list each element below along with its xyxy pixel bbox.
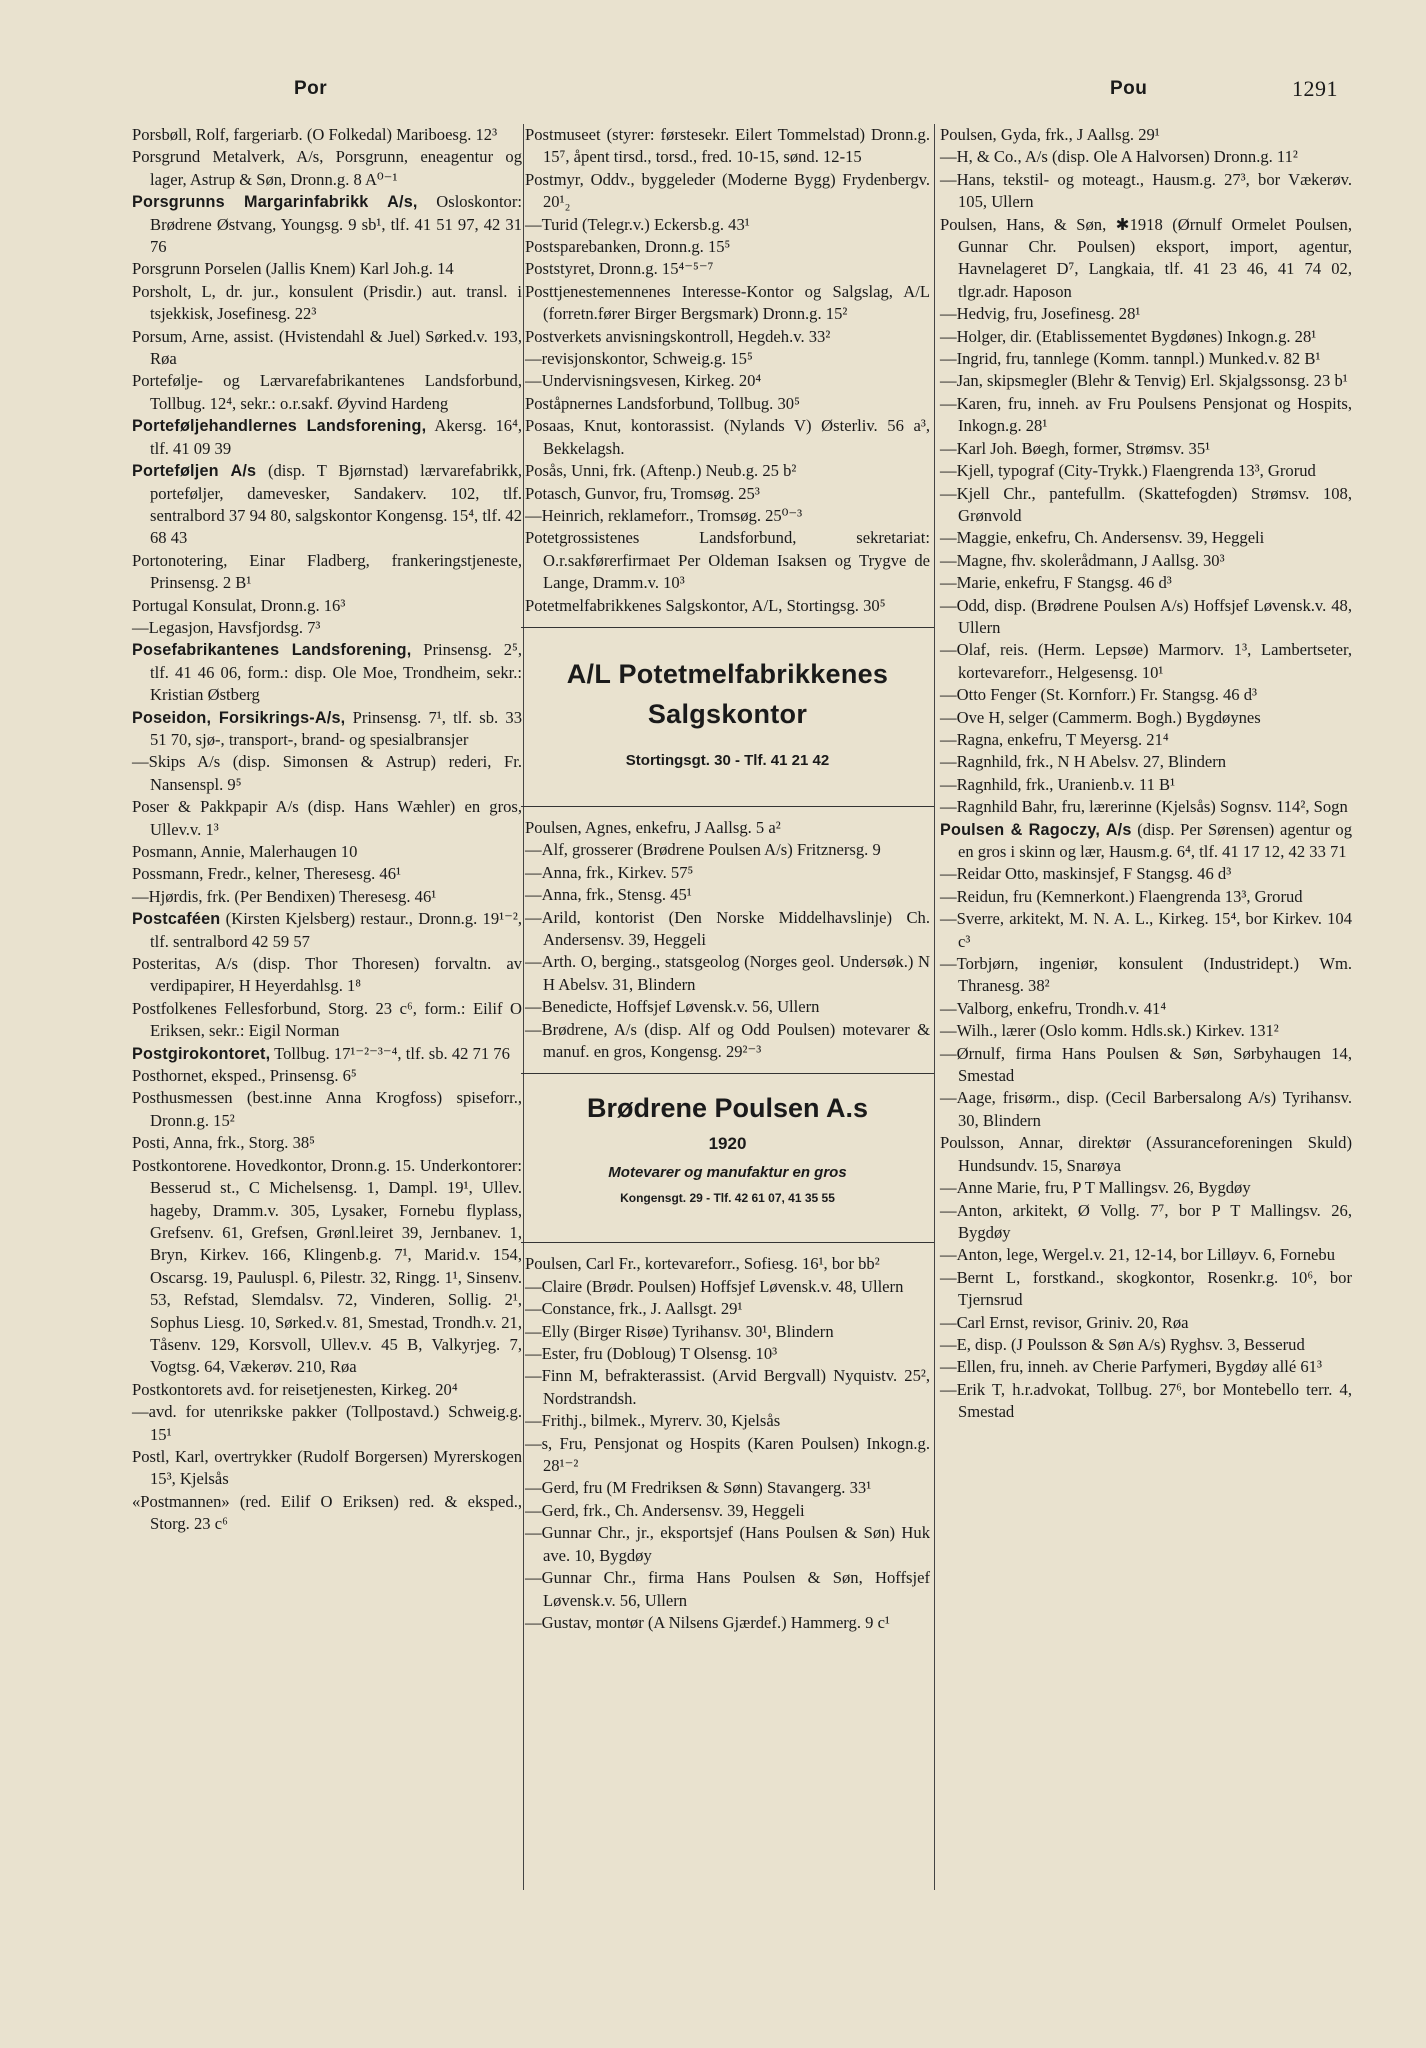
entry-text: —Gerd, fru (M Fredriksen & Sønn) Stavangerg. 33¹ — [525, 1478, 872, 1498]
entry-name-bold: Porteføljen A/s — [132, 462, 257, 481]
entry-text: —Carl Ernst, revisor, Griniv. 20, Røa — [940, 1312, 1189, 1332]
running-header-left: Por — [294, 78, 328, 99]
directory-entry — [132, 886, 522, 908]
entry-text: —Skips A/s (disp. Simonsen & Astrup) rederi, Fr. Nansenspl. 9⁵ — [132, 752, 522, 794]
directory-entry — [525, 1365, 930, 1410]
entry-text: Porsum, Arne, assist. (Hvistendahl & Juel) Sørked.v. 193, Røa — [132, 326, 522, 369]
directory-entry — [525, 214, 930, 236]
entry-text: Posmann, Annie, Malerhaugen 10 — [132, 842, 358, 861]
entry-text: Postkontorene. Hovedkontor, Dronn.g. 15. Underkontorer: Besserud st., C Michelsensg. 1, Dampl. 19¹, Ullev. hageby, Dramm.v. 305, Lysaker, Fornebu flyplass, Grefsenv. 61, Grefsen, Grønl.leiret 39, Jernbanev. 1, Bryn, Kirkev. 166, Klingenb.g. 7¹, Marid.v. 154, Oscarsg. 19, Pauluspl. 6, Pilestr. 32, Ringg. 1¹, Sinsenv. 53, Refstad, Slemdalsv. 72, Vinderen, Sollig. 2¹, Sophus Liesg. 10, Sørked.v. 81, Smestad, Trondh.v. 21, Tåsenv. 129, Korsvoll, Ullev.v. 45 B, Valkyrjeg. 7, Vogtsg. 64, Vækerøv. 210, Røa — [132, 1155, 522, 1377]
directory-entry — [525, 1343, 930, 1365]
directory-entry — [940, 684, 1352, 706]
directory-entry — [940, 1334, 1352, 1356]
directory-entry — [940, 527, 1352, 549]
entry-text: —Ørnulf, firma Hans Poulsen & Søn, Sørbyhaugen 14, Smestad — [940, 1043, 1352, 1086]
directory-entry — [940, 707, 1352, 729]
entry-text: —Frithj., bilmek., Myrerv. 30, Kjelsås — [525, 1411, 781, 1431]
entry-text: —Gustav, montør (A Nilsens Gjærdef.) Hammerg. 9 c¹ — [525, 1612, 890, 1632]
directory-entry — [525, 1500, 930, 1522]
entry-text: —Ingrid, fru, tannlege (Komm. tannpl.) Munked.v. 82 B¹ — [940, 349, 1321, 369]
ad-year: 1920 — [708, 1134, 747, 1154]
entry-name-bold: Porteføljehandlernes Landsforening, — [132, 417, 427, 436]
directory-entry — [525, 862, 930, 884]
directory-entry — [525, 415, 930, 460]
entry-text: —Holger, dir. (Etablissementet Bygdønes) Inkogn.g. 28¹ — [940, 326, 1317, 346]
directory-entry — [940, 1356, 1352, 1378]
entry-text: —avd. for utenrikske pakker (Tollpostavd.) Schweig.g. 15¹ — [132, 1402, 522, 1444]
entry-text: —Brødrene, A/s (disp. Alf og Odd Poulsen) motevarer & manuf. en gros, Kongensg. 29²⁻³ — [525, 1019, 930, 1061]
entry-text: Porsbøll, Rolf, fargeriarb. (O Folkedal) Mariboesg. 12³ — [132, 125, 498, 144]
entry-text: —Wilh., lærer (Oslo komm. Hdls.sk.) Kirkev. 131² — [940, 1021, 1279, 1041]
entry-text: —Anton, arkitekt, Ø Vollg. 7⁷, bor P T Mallingsv. 26, Bygdøy — [940, 1200, 1352, 1242]
directory-entry — [940, 348, 1352, 370]
entry-text: —Marie, enkefru, F Stangsg. 46 d³ — [940, 573, 1172, 593]
column-2-entries-top — [525, 124, 930, 617]
entry-text: Possmann, Fredr., kelner, Theresesg. 46¹ — [132, 864, 401, 884]
column-3 — [940, 124, 1352, 1424]
entry-text: Potasch, Gunvor, fru, Tromsøg. 25³ — [525, 483, 760, 503]
directory-entry — [525, 348, 930, 370]
entry-text: —Gunnar Chr., jr., eksportsjef (Hans Poulsen & Søn) Huk ave. 10, Bygdøy — [525, 1523, 930, 1565]
entry-text: Akersg. 16⁴, tlf. 41 09 39 — [150, 416, 523, 458]
entry-text: —Gerd, frk., Ch. Andersensv. 39, Heggeli — [525, 1500, 805, 1520]
column-1 — [132, 124, 522, 1536]
entry-text: Potetgrossistenes Landsforbund, sekretariat: O.r.sakførerfirmaet Per Oldeman Isaksen og Trygve de Lange, Dramm.v. 10³ — [525, 528, 930, 593]
directory-entry — [940, 572, 1352, 594]
entry-text: Posaas, Knut, kontorassist. (Nylands V) Østerliv. 56 a³, Bekkelagsh. — [525, 416, 930, 458]
entry-text: —Reidun, fru (Kemnerkont.) Flaengrenda 13³, Grorud — [940, 886, 1303, 906]
directory-entry — [525, 124, 930, 169]
directory-entry — [132, 258, 522, 280]
entry-text: —Kjell, typograf (City-Trykk.) Flaengrenda 13³, Grorud — [940, 461, 1316, 481]
directory-entry — [940, 124, 1352, 146]
entry-text: Portonotering, Einar Fladberg, frankeringstjeneste, Prinsensg. 2 B¹ — [132, 550, 522, 593]
directory-entry — [940, 1177, 1352, 1199]
directory-entry — [940, 639, 1352, 684]
entry-text: —Ragna, enkefru, T Meyersg. 21⁴ — [940, 729, 1169, 749]
directory-entry — [525, 1522, 930, 1567]
directory-entry — [132, 124, 522, 146]
entry-text: Posti, Anna, frk., Storg. 38⁵ — [132, 1133, 315, 1153]
directory-entry — [940, 169, 1352, 214]
entry-text: Poulsen, Agnes, enkefru, J Aallsg. 5 a² — [525, 817, 781, 837]
directory-entry — [525, 258, 930, 280]
directory-entry — [132, 146, 522, 191]
directory-entry — [132, 1087, 522, 1132]
entry-text: —Ester, fru (Dobloug) T Olsensg. 10³ — [525, 1344, 778, 1364]
ad-contact: Kongensgt. 29 - Tlf. 42 61 07, 41 35 55 — [620, 1191, 835, 1206]
directory-entry — [132, 998, 522, 1043]
directory-entry — [525, 236, 930, 258]
directory-entry — [940, 1244, 1352, 1266]
directory-entry — [940, 1043, 1352, 1088]
directory-entry — [940, 751, 1352, 773]
entry-name-bold: Poulsen & Ragoczy, A/s — [940, 820, 1132, 839]
ad-title-line-1: A/L Potetmelfabrikkenes — [566, 658, 889, 689]
directory-entry — [525, 1321, 930, 1343]
entry-text: —Claire (Brødr. Poulsen) Hoffsjef Løvensk.v. 48, Ullern — [525, 1276, 904, 1296]
directory-entry — [132, 617, 522, 639]
entry-text: Portefølje- og Lærvarefabrikantenes Landsforbund, Tollbug. 12⁴, sekr.: o.r.sakf. Øyvind Hardeng — [132, 371, 522, 413]
entry-text: (Kirsten Kjelsberg) restaur., Dronn.g. 19¹⁻², tlf. sentralbord 42 59 57 — [150, 909, 522, 951]
directory-entry — [132, 1065, 522, 1087]
entry-text: Postkontorets avd. for reisetjenesten, Kirkeg. 20⁴ — [132, 1379, 458, 1399]
entry-text: «Postmannen» (red. Eilif O Eriksen) red. & eksped., Storg. 23 c⁶ — [132, 1491, 522, 1534]
directory-entry — [132, 281, 522, 326]
directory-entry — [132, 908, 522, 953]
directory-entry — [525, 281, 930, 326]
entry-text: —Anna, frk., Kirkev. 57⁵ — [525, 862, 694, 882]
directory-entry — [940, 370, 1352, 392]
directory-entry — [132, 370, 522, 415]
entry-text: —Legasjon, Havsfjordsg. 7³ — [132, 617, 321, 637]
directory-entry — [132, 415, 522, 460]
entry-text: Poulsen, Hans, & Søn, ✱1918 (Ørnulf Ormelet Poulsen, Gunnar Chr. Poulsen) eksport, import, agentur, Havnelageret D⁷, Langkaia, tlf. 41 23 46, 41 74 02, tlgr.adr. Haposon — [940, 214, 1352, 301]
directory-entry — [940, 1379, 1352, 1424]
entry-text: —Olaf, reis. (Herm. Lepsøe) Marmorv. 1³, Lambertseter, kortevareforr., Helgesensg. 10¹ — [940, 640, 1352, 682]
directory-entry — [940, 1020, 1352, 1042]
column-2-entries-bottom — [525, 1253, 930, 1634]
directory-entry — [132, 1491, 522, 1536]
directory-entry — [525, 326, 930, 348]
entry-text: —Elly (Birger Risøe) Tyrihansv. 30¹, Blindern — [525, 1321, 834, 1341]
entry-name-bold: Posefabrikantenes Landsforening, — [132, 641, 412, 660]
entry-text: Posthornet, eksped., Prinsensg. 6⁵ — [132, 1066, 357, 1086]
entry-text: —Arild, kontorist (Den Norske Middelhavslinje) Ch. Andersensv. 39, Heggeli — [525, 907, 930, 949]
entry-text: Poser & Pakkpapir A/s (disp. Hans Wæhler) en gros, Ullev.v. 1³ — [132, 797, 522, 839]
directory-entry — [940, 729, 1352, 751]
entry-text: —Kjell Chr., pantefullm. (Skattefogden) Strømsv. 108, Grønvold — [940, 483, 1352, 525]
entry-text: Posttjenestemennenes Interesse-Kontor og Salgslag, A/L (forretn.fører Birger Bergsmark) Dronn.g. 15² — [525, 281, 930, 324]
directory-entry — [132, 1379, 522, 1401]
entry-text: (disp. T Bjørnstad) lærvarefabrikk, porteføljer, damevesker, Sandakerv. 102, tlf. sentralbord 37 94 80, salgskontor Kongensg. 15⁴, tlf. 42 68 43 — [150, 461, 522, 548]
directory-entry — [525, 595, 930, 617]
entry-text: —E, disp. (J Poulsson & Søn A/s) Ryghsv. 3, Besserud — [940, 1334, 1305, 1354]
entry-text: —Turid (Telegr.v.) Eckersb.g. 43¹ — [525, 214, 750, 234]
entry-text: —s, Fru, Pensjonat og Hospits (Karen Poulsen) Inkogn.g. 28¹⁻² — [525, 1433, 930, 1476]
entry-text: Posteritas, A/s (disp. Thor Thoresen) forvaltn. av verdipapirer, H Heyerdahlsg. 1⁸ — [132, 954, 522, 996]
directory-entry — [525, 169, 930, 214]
ad-title-line-2: Salgskontor — [647, 698, 808, 729]
directory-entry — [525, 839, 930, 861]
directory-entry — [525, 907, 930, 952]
directory-entry — [132, 326, 522, 371]
entry-text: Poulsen, Carl Fr., kortevareforr., Sofiesg. 16¹, bor bb² — [525, 1254, 880, 1274]
entry-name-bold: Porsgrunns Margarinfabrikk A/s, — [132, 193, 418, 212]
directory-entry — [132, 1132, 522, 1154]
directory-entry — [940, 953, 1352, 998]
directory-entry — [525, 1253, 930, 1275]
directory-entry — [525, 817, 930, 839]
entry-text: Porsgrund Metalverk, A/s, Porsgrunn, eneagentur og lager, Astrup & Søn, Dronn.g. 8 A⁰⁻¹ — [132, 147, 522, 189]
directory-entry — [940, 819, 1352, 864]
directory-entry — [525, 951, 930, 996]
directory-entry — [525, 460, 930, 482]
entry-text: —revisjonskontor, Schweig.g. 15⁵ — [525, 349, 753, 369]
directory-entry — [132, 1043, 522, 1065]
entry-text: —Odd, disp. (Brødrene Poulsen A/s) Hoffsjef Løvensk.v. 48, Ullern — [940, 595, 1352, 637]
entry-text: —Alf, grosserer (Brødrene Poulsen A/s) Fritznersg. 9 — [525, 840, 881, 860]
entry-text: Potetmelfabrikkenes Salgskontor, A/L, Stortingsg. 30⁵ — [525, 595, 886, 615]
directory-entry — [525, 1298, 930, 1320]
entry-name-bold: Postcaféen — [132, 910, 221, 929]
directory-entry — [525, 1019, 930, 1064]
entry-text: Postfolkenes Fellesforbund, Storg. 23 c⁶, form.: Eilif O Eriksen, sekr.: Eigil Norman — [132, 998, 522, 1041]
directory-entry — [940, 1312, 1352, 1334]
entry-name-bold: Postgirokontoret, — [132, 1044, 271, 1063]
directory-entry — [132, 595, 522, 617]
entry-text: Poststyret, Dronn.g. 15⁴⁻⁵⁻⁷ — [525, 259, 714, 279]
entry-text: Portugal Konsulat, Dronn.g. 16³ — [132, 595, 346, 615]
directory-entry — [940, 1267, 1352, 1312]
directory-entry — [940, 1087, 1352, 1132]
column-divider-2 — [934, 124, 935, 1890]
directory-entry — [132, 841, 522, 863]
directory-entry — [940, 438, 1352, 460]
directory-entry — [940, 998, 1352, 1020]
directory-entry — [940, 393, 1352, 438]
entry-text: —Anna, frk., Stensg. 45¹ — [525, 885, 692, 905]
entry-text: —Hjørdis, frk. (Per Bendixen) Theresesg. 46¹ — [132, 886, 437, 906]
directory-entry — [940, 863, 1352, 885]
entry-text: —Sverre, arkitekt, M. N. A. L., Kirkeg. 15⁴, bor Kirkev. 104 c³ — [940, 909, 1352, 951]
directory-entry — [132, 863, 522, 885]
entry-text: Posthusmessen (best.inne Anna Krogfoss) spiseforr., Dronn.g. 15² — [132, 1088, 522, 1130]
entry-text: —Anne Marie, fru, P T Mallingsv. 26, Bygdøy — [940, 1178, 1251, 1198]
entry-text: Poståpnernes Landsforbund, Tollbug. 30⁵ — [525, 393, 800, 413]
entry-text: —Gunnar Chr., firma Hans Poulsen & Søn, Hoffsjef Løvensk.v. 56, Ullern — [525, 1568, 930, 1610]
directory-entry — [525, 1433, 930, 1478]
directory-entry — [132, 953, 522, 998]
directory-entry — [132, 1446, 522, 1491]
directory-entry — [940, 908, 1352, 953]
directory-entry — [132, 796, 522, 841]
entry-text: Porsholt, L, dr. jur., konsulent (Prisdir.) aut. transl. i tsjekkisk, Josefinesg. 22³ — [132, 281, 522, 324]
directory-entry — [525, 1612, 930, 1634]
entry-text: —Ragnhild, frk., N H Abelsv. 27, Blindern — [940, 752, 1227, 772]
advertisement-brodrene-poulsen — [521, 1073, 934, 1243]
entry-text: —Hedvig, fru, Josefinesg. 28¹ — [940, 304, 1141, 324]
entry-text: Poulsson, Annar, direktør (Assuranceforeningen Skuld) Hundsundv. 15, Snarøya — [940, 1133, 1352, 1175]
directory-entry — [132, 1401, 522, 1446]
directory-entry — [940, 1132, 1352, 1177]
column-2 — [525, 124, 930, 1634]
column-2-entries-middle — [525, 817, 930, 1063]
directory-entry — [525, 1276, 930, 1298]
directory-entry — [132, 707, 522, 752]
entry-text: Prinsensg. 2⁵, tlf. 41 46 06, form.: disp. Ole Moe, Trondheim, sekr.: Kristian Østberg — [150, 640, 522, 705]
directory-entry — [940, 550, 1352, 572]
entry-text: Porsgrunn Porselen (Jallis Knem) Karl Joh.g. 14 — [132, 259, 454, 279]
entry-text: —Karl Joh. Bøegh, former, Strømsv. 35¹ — [940, 438, 1211, 458]
directory-entry — [940, 303, 1352, 325]
directory-entry — [525, 884, 930, 906]
directory-entry — [525, 370, 930, 392]
entry-text: —Constance, frk., J. Aallsgt. 29¹ — [525, 1299, 743, 1319]
directory-entry — [132, 460, 522, 550]
ad-tagline: Motevarer og manufaktur en gros — [608, 1164, 847, 1182]
directory-entry — [525, 1477, 930, 1499]
directory-entry — [132, 191, 522, 258]
entry-text: —Finn M, befrakterassist. (Arvid Bergvall) Nyquistv. 25², Nordstrandsh. — [525, 1366, 930, 1408]
column-divider-1 — [523, 124, 524, 1890]
directory-entry — [940, 595, 1352, 640]
directory-entry — [940, 774, 1352, 796]
entry-text: —Otto Fenger (St. Kornforr.) Fr. Stangsg. 46 d³ — [940, 685, 1258, 705]
entry-text: Postmyr, Oddv., byggeleder (Moderne Bygg) Frydenbergv. 20¹₂ — [525, 169, 930, 212]
entry-text: Postverkets anvisningskontroll, Hegdeh.v. 33² — [525, 326, 831, 346]
entry-text: —Jan, skipsmegler (Blehr & Tenvig) Erl. Skjalgssonsg. 23 b¹ — [940, 371, 1348, 391]
entry-text: —Reidar Otto, maskinsjef, F Stangsg. 46 d³ — [940, 864, 1232, 884]
directory-entry — [525, 996, 930, 1018]
directory-entry — [940, 483, 1352, 528]
ad-contact: Stortingsgt. 30 - Tlf. 41 21 42 — [625, 751, 830, 769]
entry-text: —Valborg, enkefru, Trondh.v. 41⁴ — [940, 998, 1167, 1018]
directory-entry — [940, 886, 1352, 908]
entry-text: —Erik T, h.r.advokat, Tollbug. 27⁶, bor Montebello terr. 4, Smestad — [940, 1379, 1352, 1422]
entry-text: —Ragnhild Bahr, fru, lærerinne (Kjelsås) Sognsv. 114², Sogn — [940, 797, 1348, 817]
entry-text: —Ellen, fru, inneh. av Cherie Parfymeri, Bygdøy allé 61³ — [940, 1357, 1322, 1377]
entry-text: Posås, Unni, frk. (Aftenp.) Neub.g. 25 b² — [525, 461, 797, 481]
directory-entry — [132, 639, 522, 706]
entry-text: —Bernt L, forstkand., skogkontor, Rosenkr.g. 10⁶, bor Tjernsrud — [940, 1267, 1352, 1310]
directory-entry — [940, 214, 1352, 304]
entry-text: Postl, Karl, overtrykker (Rudolf Borgersen) Myrerskogen 15³, Kjelsås — [132, 1446, 522, 1489]
directory-entry — [525, 527, 930, 594]
entry-text: —Ragnhild, frk., Uranienb.v. 11 B¹ — [940, 774, 1176, 794]
entry-text: Tollbug. 17¹⁻²⁻³⁻⁴, tlf. sb. 42 71 76 — [270, 1043, 510, 1063]
directory-entry — [132, 1155, 522, 1379]
directory-entry — [525, 1567, 930, 1612]
entry-text: Prinsensg. 7¹, tlf. sb. 33 51 70, sjø-, transport-, brand- og spesialbransjer — [150, 707, 522, 749]
entry-text: Poulsen, Gyda, frk., J Aallsg. 29¹ — [940, 125, 1160, 144]
directory-entry — [525, 483, 930, 505]
entry-name-bold: Poseidon, Forsikrings-A/s, — [132, 708, 346, 727]
directory-entry — [940, 326, 1352, 348]
directory-entry — [525, 1410, 930, 1432]
entry-text: Osloskontor: Brødrene Østvang, Youngsg. 9 sb¹, tlf. 41 51 97, 42 31 76 — [150, 192, 522, 257]
advertisement-potetmel — [521, 627, 934, 807]
page-number: 1291 — [1292, 76, 1338, 101]
entry-text: —H, & Co., A/s (disp. Ole A Halvorsen) Dronn.g. 11² — [940, 147, 1298, 167]
directory-entry — [940, 1200, 1352, 1245]
directory-entry — [132, 550, 522, 595]
directory-entry — [525, 393, 930, 415]
entry-text: —Magne, fhv. skolerådmann, J Aallsg. 30³ — [940, 550, 1225, 570]
entry-text: —Arth. O, berging., statsgeolog (Norges geol. Undersøk.) N H Abelsv. 31, Blindern — [525, 952, 930, 994]
entry-text: (disp. Per Sørensen) agentur og en gros i skinn og lær, Hausm.g. 6⁴, tlf. 41 17 12, 42 33 71 — [958, 819, 1352, 861]
directory-entry — [132, 751, 522, 796]
running-header-right: Pou — [1110, 78, 1148, 99]
entry-text: —Hans, tekstil- og moteagt., Hausm.g. 27³, bor Vækerøv. 105, Ullern — [940, 169, 1352, 212]
entry-text: Postsparebanken, Dronn.g. 15⁵ — [525, 237, 731, 257]
entry-text: —Ove H, selger (Cammerm. Bogh.) Bygdøynes — [940, 707, 1261, 727]
ad-title: Brødrene Poulsen A.s — [586, 1093, 869, 1124]
entry-text: —Karen, fru, inneh. av Fru Poulsens Pensjonat og Hospits, Inkogn.g. 28¹ — [940, 393, 1352, 436]
directory-entry — [525, 505, 930, 527]
directory-entry — [940, 796, 1352, 818]
entry-text: —Benedicte, Hoffsjef Løvensk.v. 56, Ullern — [525, 997, 820, 1017]
entry-text: —Aage, frisørm., disp. (Cecil Barbersalong A/s) Tyrihansv. 30, Blindern — [940, 1088, 1352, 1130]
entry-text: —Maggie, enkefru, Ch. Andersensv. 39, Heggeli — [940, 528, 1265, 548]
directory-entry — [940, 460, 1352, 482]
entry-text: —Heinrich, reklameforr., Tromsøg. 25⁰⁻³ — [525, 505, 803, 525]
directory-entry — [940, 146, 1352, 168]
entry-text: —Undervisningsvesen, Kirkeg. 20⁴ — [525, 371, 762, 391]
entry-text: —Anton, lege, Wergel.v. 21, 12-14, bor Lilløyv. 6, Fornebu — [940, 1245, 1336, 1265]
entry-text: Postmuseet (styrer: førstesekr. Eilert Tommelstad) Dronn.g. 15⁷, åpent tirsd., torsd., fred. 10-15, sønd. 12-15 — [525, 125, 930, 167]
entry-text: —Torbjørn, ingeniør, konsulent (Industridept.) Wm. Thranesg. 38² — [940, 954, 1352, 996]
